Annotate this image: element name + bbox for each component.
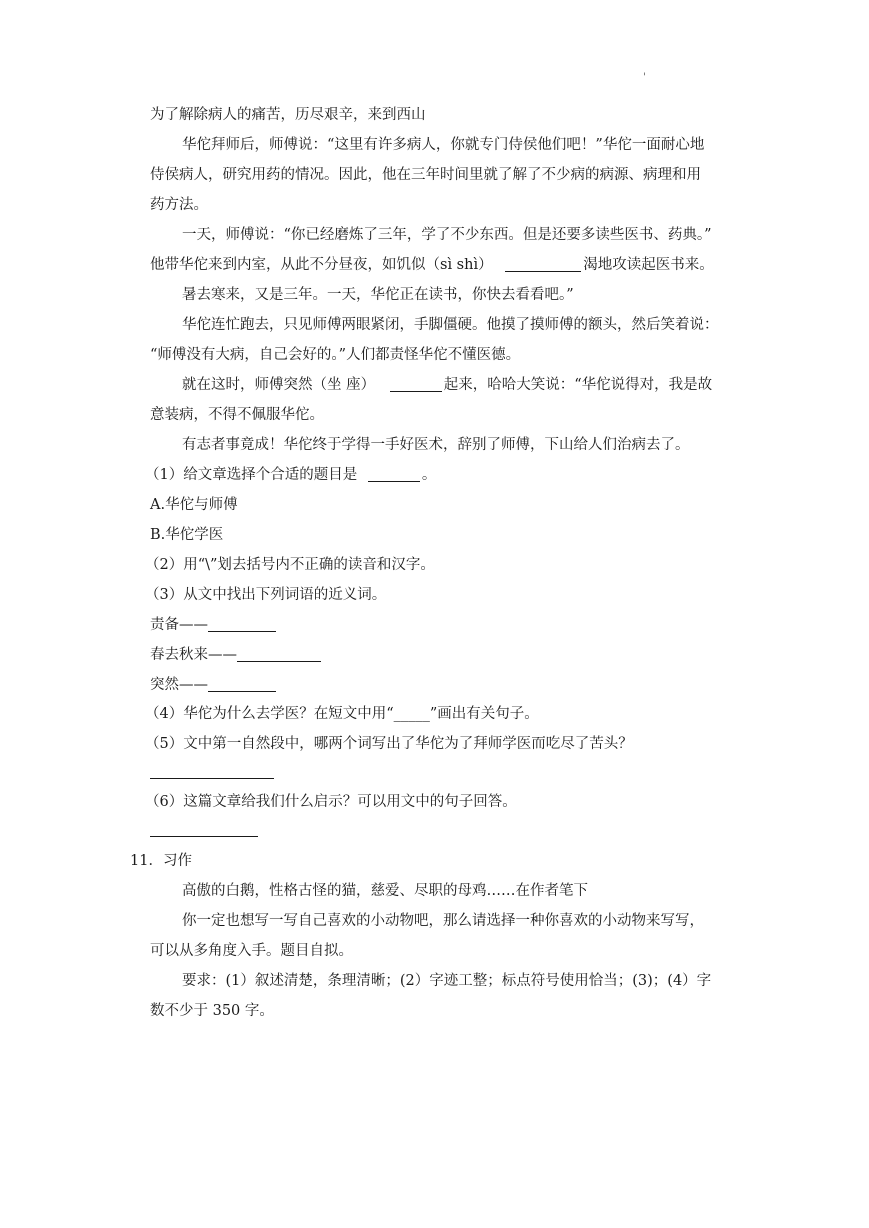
passage-line: 侍侯病人，研究用药的情况。因此，他在三年时间里就了解了不少病的病源、病理和用 [150,167,701,183]
option-a: A.华佗与师傅 [150,497,238,513]
passage-line: 为了解除病人的痛苦，历尽艰辛，来到西山 [150,107,426,123]
answer-blank-synonym[interactable] [208,676,276,692]
question-6: （6）这篇文章给我们什么启示？可以用文中的句子回答。 [145,794,517,810]
passage-text: 起来，哈哈大笑说：“华佗说得对，我是故 [443,377,713,393]
essay-line: 你一定也想写一写自己喜欢的小动物吧，那么请选择一种你喜欢的小动物来写写， [182,913,704,929]
passage-line: 有志者事竟成！华佗终于学得一手好医术，辞别了师傅，下山给人们治病去了。 [182,437,690,453]
synonym-word: 责备—— [150,617,208,633]
synonym-item [150,675,276,695]
answer-blank-synonym[interactable] [237,646,321,662]
passage-line: 华佗连忙跑去，只见师傅两眼紧闭，手脚僵硬。他摸了摸师傅的额头，然后笑着说： [182,317,719,333]
synonym-item [150,645,321,665]
answer-line-q5[interactable] [150,778,274,779]
answer-line-q6[interactable] [150,836,258,837]
answer-blank-synonym[interactable] [208,616,276,632]
passage-line [150,255,714,275]
essay-line: 数不少于 350 字。 [150,1003,274,1019]
answer-blank-pinyin[interactable] [505,256,581,272]
essay-heading: 11．习作 [130,853,192,869]
question-2: （2）用“\”划去括号内不正确的读音和汉字。 [145,557,435,573]
passage-line: 意装病，不得不佩服华佗。 [150,407,324,423]
essay-line: 要求：(1）叙述清楚，条理清晰；(2）字迹工整；标点符号使用恰当；(3)；(4）字 [182,973,712,989]
passage-line: “师傅没有大病，自己会好的。”人们都责怪华佗不懂医德。 [150,347,521,363]
answer-blank-character[interactable] [390,376,442,392]
passage-line [182,375,712,395]
essay-line: 可以从多角度入手。题目自拟。 [150,943,353,959]
passage-text: 他带华佗来到内室，从此不分昼夜，如饥似（sì shì） [150,257,493,273]
passage-text: 渴地攻读起医书来。 [583,257,714,273]
synonym-word: 突然—— [150,677,208,693]
question-4: （4）华佗为什么去学医？在短文中用“_____”画出有关句子。 [145,706,539,722]
question-text: （1）给文章选择个合适的题目是 [145,467,358,483]
passage-text: 就在这时，师傅突然（坐 座） [182,377,376,393]
passage-line: 华佗拜师后，师傅说：“这里有许多病人，你就专门侍侯他们吧！”华佗一面耐心地 [182,137,705,153]
passage-line: 一天，师傅说：“你已经磨炼了三年，学了不少东西。但是还要多读些医书、药典。” [182,227,712,243]
question-text: 。 [421,467,437,483]
question-1 [145,465,436,485]
passage-line: 药方法。 [150,197,208,213]
synonym-item [150,615,276,635]
passage-line: 暑去寒来，又是三年。一天，华佗正在读书，你快去看看吧。” [182,287,574,303]
essay-line: 高傲的白鹅，性格古怪的猫，慈爱、尽职的母鸡……在作者笔下 [182,883,588,899]
synonym-word: 春去秋来—— [150,647,237,663]
answer-blank-title[interactable] [368,466,420,482]
question-5: （5）文中第一自然段中，哪两个词写出了华佗为了拜师学医而吃尽了苦头？ [145,736,633,752]
top-mark: ' [643,72,646,83]
option-b: B.华佗学医 [150,527,224,543]
question-3: （3）从文中找出下列词语的近义词。 [145,587,387,603]
